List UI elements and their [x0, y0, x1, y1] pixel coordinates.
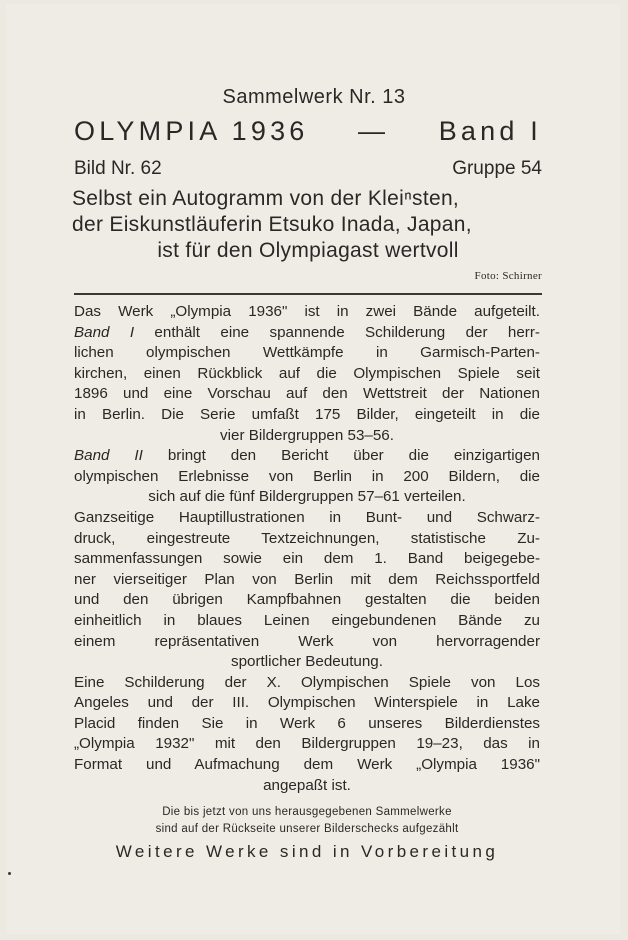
text-line: olympischen Erlebnisse von Berlin in 200 Bildern, die — [74, 467, 540, 485]
text-line: kirchen, einen Rückblick auf die Olympischen Spiele seit — [74, 364, 540, 382]
text-line: ner vierseitiger Plan von Berlin mit dem Reichssportfeld — [74, 570, 540, 588]
print-speck — [8, 872, 11, 875]
text-line: angepaßt ist. — [263, 776, 351, 794]
text-line: sammenfassungen sowie ein dem 1. Band beigegebe- — [74, 550, 540, 568]
text-line: und den übrigen Kampfbahnen gestalten die beiden — [74, 591, 540, 609]
text-line: einheitlich in blaues Leinen eingebundenen Bände zu — [74, 611, 540, 629]
title-dash: — — [358, 116, 390, 146]
picture-meta — [74, 158, 542, 180]
text-line: Band II bringt den Bericht über die einzigartigen — [74, 447, 540, 465]
text-line: vier Bildergruppen 53–56. — [220, 426, 394, 444]
title-band: Band I — [438, 116, 542, 146]
footer-note-line: sind auf der Rückseite unserer Bilderschecks aufgezählt — [155, 823, 459, 835]
text-line: Band I enthält eine spannende Schilderung der herr- — [74, 323, 540, 341]
group-number: Gruppe 54 — [452, 158, 542, 179]
footer-note-line: Die bis jetzt von uns herausgegebenen Sammelwerke — [162, 806, 452, 818]
picture-caption — [72, 186, 544, 264]
card-title — [74, 116, 542, 147]
text-line: in Berlin. Die Serie umfaßt 175 Bilder, eingeteilt in die — [74, 405, 540, 423]
photo-credit: Foto: Schirner — [474, 270, 542, 282]
divider — [74, 293, 542, 295]
caption-line: der Eiskunstläuferin Etsuko Inada, Japan, — [72, 213, 472, 236]
picture-number: Bild Nr. 62 — [74, 158, 162, 179]
text-line: Format und Aufmachung dem Werk „Olympia 1936" — [74, 756, 540, 774]
text-line: druck, eingestreute Textzeichnungen, statistische Zu- — [74, 529, 540, 547]
title-olympia: OLYMPIA 1936 — [74, 116, 309, 146]
text-line: Das Werk „Olympia 1936" ist in zwei Bände aufgeteilt. — [74, 303, 540, 320]
text-line: Ganzseitige Hauptillustrationen in Bunt- und Schwarz- — [74, 508, 540, 526]
text-line: Eine Schilderung der X. Olympischen Spiele von Los — [74, 673, 540, 691]
description-text — [74, 302, 540, 796]
caption-line: Selbst ein Autogramm von der Kleiⁿsten, — [72, 187, 460, 210]
text-line: lichen olympischen Wettkämpfe in Garmisch-Parten- — [74, 344, 540, 362]
caption-line: ist für den Olympiagast wertvoll — [157, 239, 459, 262]
series-label: Sammelwerk Nr. 13 — [222, 86, 406, 108]
text-line: sportlicher Bedeutung. — [231, 653, 383, 671]
more-works-notice: Weitere Werke sind in Vorbereitung — [115, 842, 499, 861]
text-line: Placid finden Sie in Werk 6 unseres Bilderdienstes — [74, 714, 540, 732]
footer-note — [74, 804, 540, 838]
text-line: einem repräsentativen Werk von hervorragender — [74, 632, 540, 650]
text-line: Angeles und der III. Olympischen Winterspiele in Lake — [74, 694, 540, 712]
text-line: „Olympia 1932" mit den Bildergruppen 19–23, das in — [74, 735, 540, 753]
text-line: sich auf die fünf Bildergruppen 57–61 verteilen. — [148, 488, 466, 506]
text-line: 1896 und eine Vorschau auf den Wettstreit der Nationen — [74, 385, 540, 403]
